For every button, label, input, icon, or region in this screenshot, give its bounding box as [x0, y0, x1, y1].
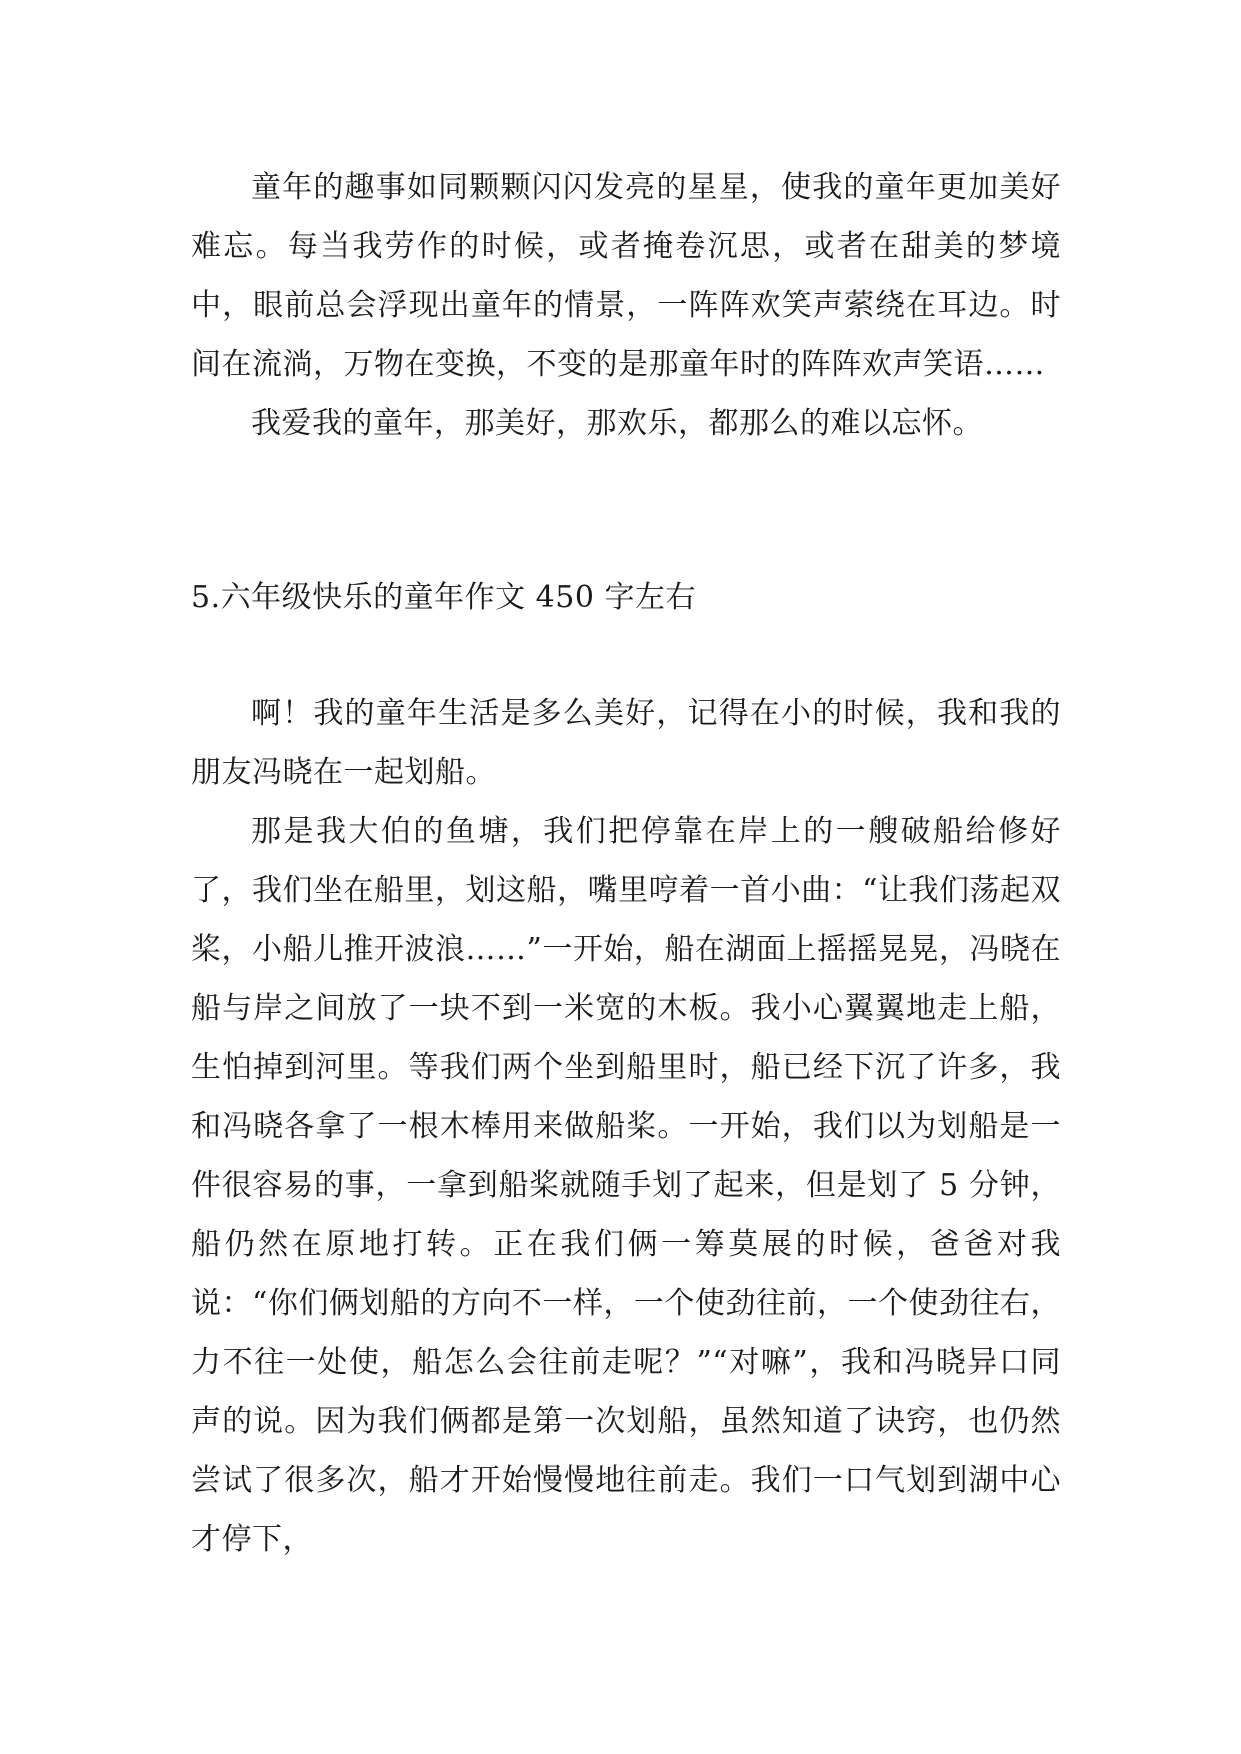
paragraph: 我爱我的童年，那美好，那欢乐，都那么的难以忘怀。: [251, 406, 983, 441]
paragraph: 啊！我的童年生活是多么美好，记得在小的时候，我和我的朋友冯晓在一起划船。: [191, 696, 1061, 790]
paragraph: 那是我大伯的鱼塘，我们把停靠在岸上的一艘破船给修好了，我们坐在船里，划这船，嘴里哼着一首小曲：“让我们荡起双桨，小船儿推开波浪……”一开始，船在湖面上摇摇晃晃，冯晓在船与岸之间放了一块不到一米宽的木板。我小心翼翼地走上船，生怕掉到河里。等我们两个坐到船里时，船已经下沉了许多，我和冯晓各拿了一根木棒用来做船桨。一开始，我们以为划船是一件很容易的事，一拿到船桨就随手划了起来，但是划了 5 分钟，船仍然在原地打转。正在我们俩一筹莫展的时候，爸爸对我说：“你们俩划船的方向不一样，一个使劲往前，一个使劲往右，力不往一处使，船怎么会往前走呢？”“对嘛”，我和冯晓异口同声的说。因为我们俩都是第一次划船，虽然知道了诀窍，也仍然尝试了很多次，船才开始慢慢地往前走。我们一口气划到湖中心才停下，: [191, 814, 1061, 1557]
paragraph: 童年的趣事如同颗颗闪闪发亮的星星，使我的童年更加美好难忘。每当我劳作的时候，或者掩卷沉思，或者在甜美的梦境中，眼前总会浮现出童年的情景，一阵阵欢笑声萦绕在耳边。时间在流淌，万物在变换，不变的是那童年时的阵阵欢声笑语……: [191, 170, 1061, 382]
essay-text-block: [191, 684, 1061, 1569]
intro-text-block: [191, 158, 1061, 453]
section-heading: 5.六年级快乐的童年作文 450 字左右: [191, 580, 696, 615]
